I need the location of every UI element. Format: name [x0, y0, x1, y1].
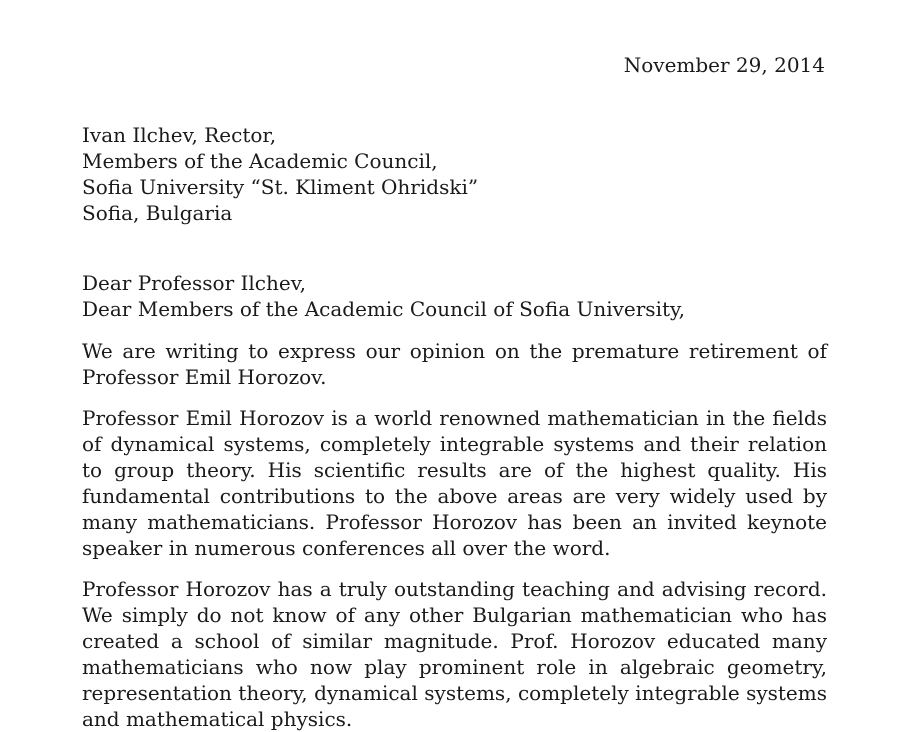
- letter-date: November 29, 2014: [623, 53, 825, 77]
- recipient-address: [82, 122, 827, 226]
- salutation-line-2: Dear Members of the Academic Council of Sofia University,: [82, 297, 685, 321]
- salutation: [82, 270, 827, 322]
- paragraph-teaching: Professor Horozov has a truly outstanding teaching and advising record. We simply do not know of any other Bulgarian mathematician who has created a school of similar magnitude. Prof. Horozov educated many mathematicians who now play prominent role in algebraic geometry, representation theory, dynamical systems, completely integrable systems and mathematical physics.: [82, 577, 827, 731]
- address-line-2: Members of the Academic Council,: [82, 149, 438, 173]
- address-line-1: Ivan Ilchev, Rector,: [82, 123, 277, 147]
- address-line-4: Sofia, Bulgaria: [82, 201, 233, 225]
- paragraph-opinion: We are writing to express our opinion on the premature retirement of Professor Emil Horozov.: [82, 339, 827, 389]
- salutation-line-1: Dear Professor Ilchev,: [82, 271, 306, 295]
- paragraph-research: Professor Emil Horozov is a world renowned mathematician in the fields of dynamical systems, completely integrable systems and their relation to group theory. His scientific results are of the highest quality. His fundamental contributions to the above areas are very widely used by many mathematicians. Professor Horozov has been an invited keynote speaker in numerous conferences all over the word.: [82, 406, 827, 560]
- address-line-3: Sofia University “St. Kliment Ohridski”: [82, 175, 479, 199]
